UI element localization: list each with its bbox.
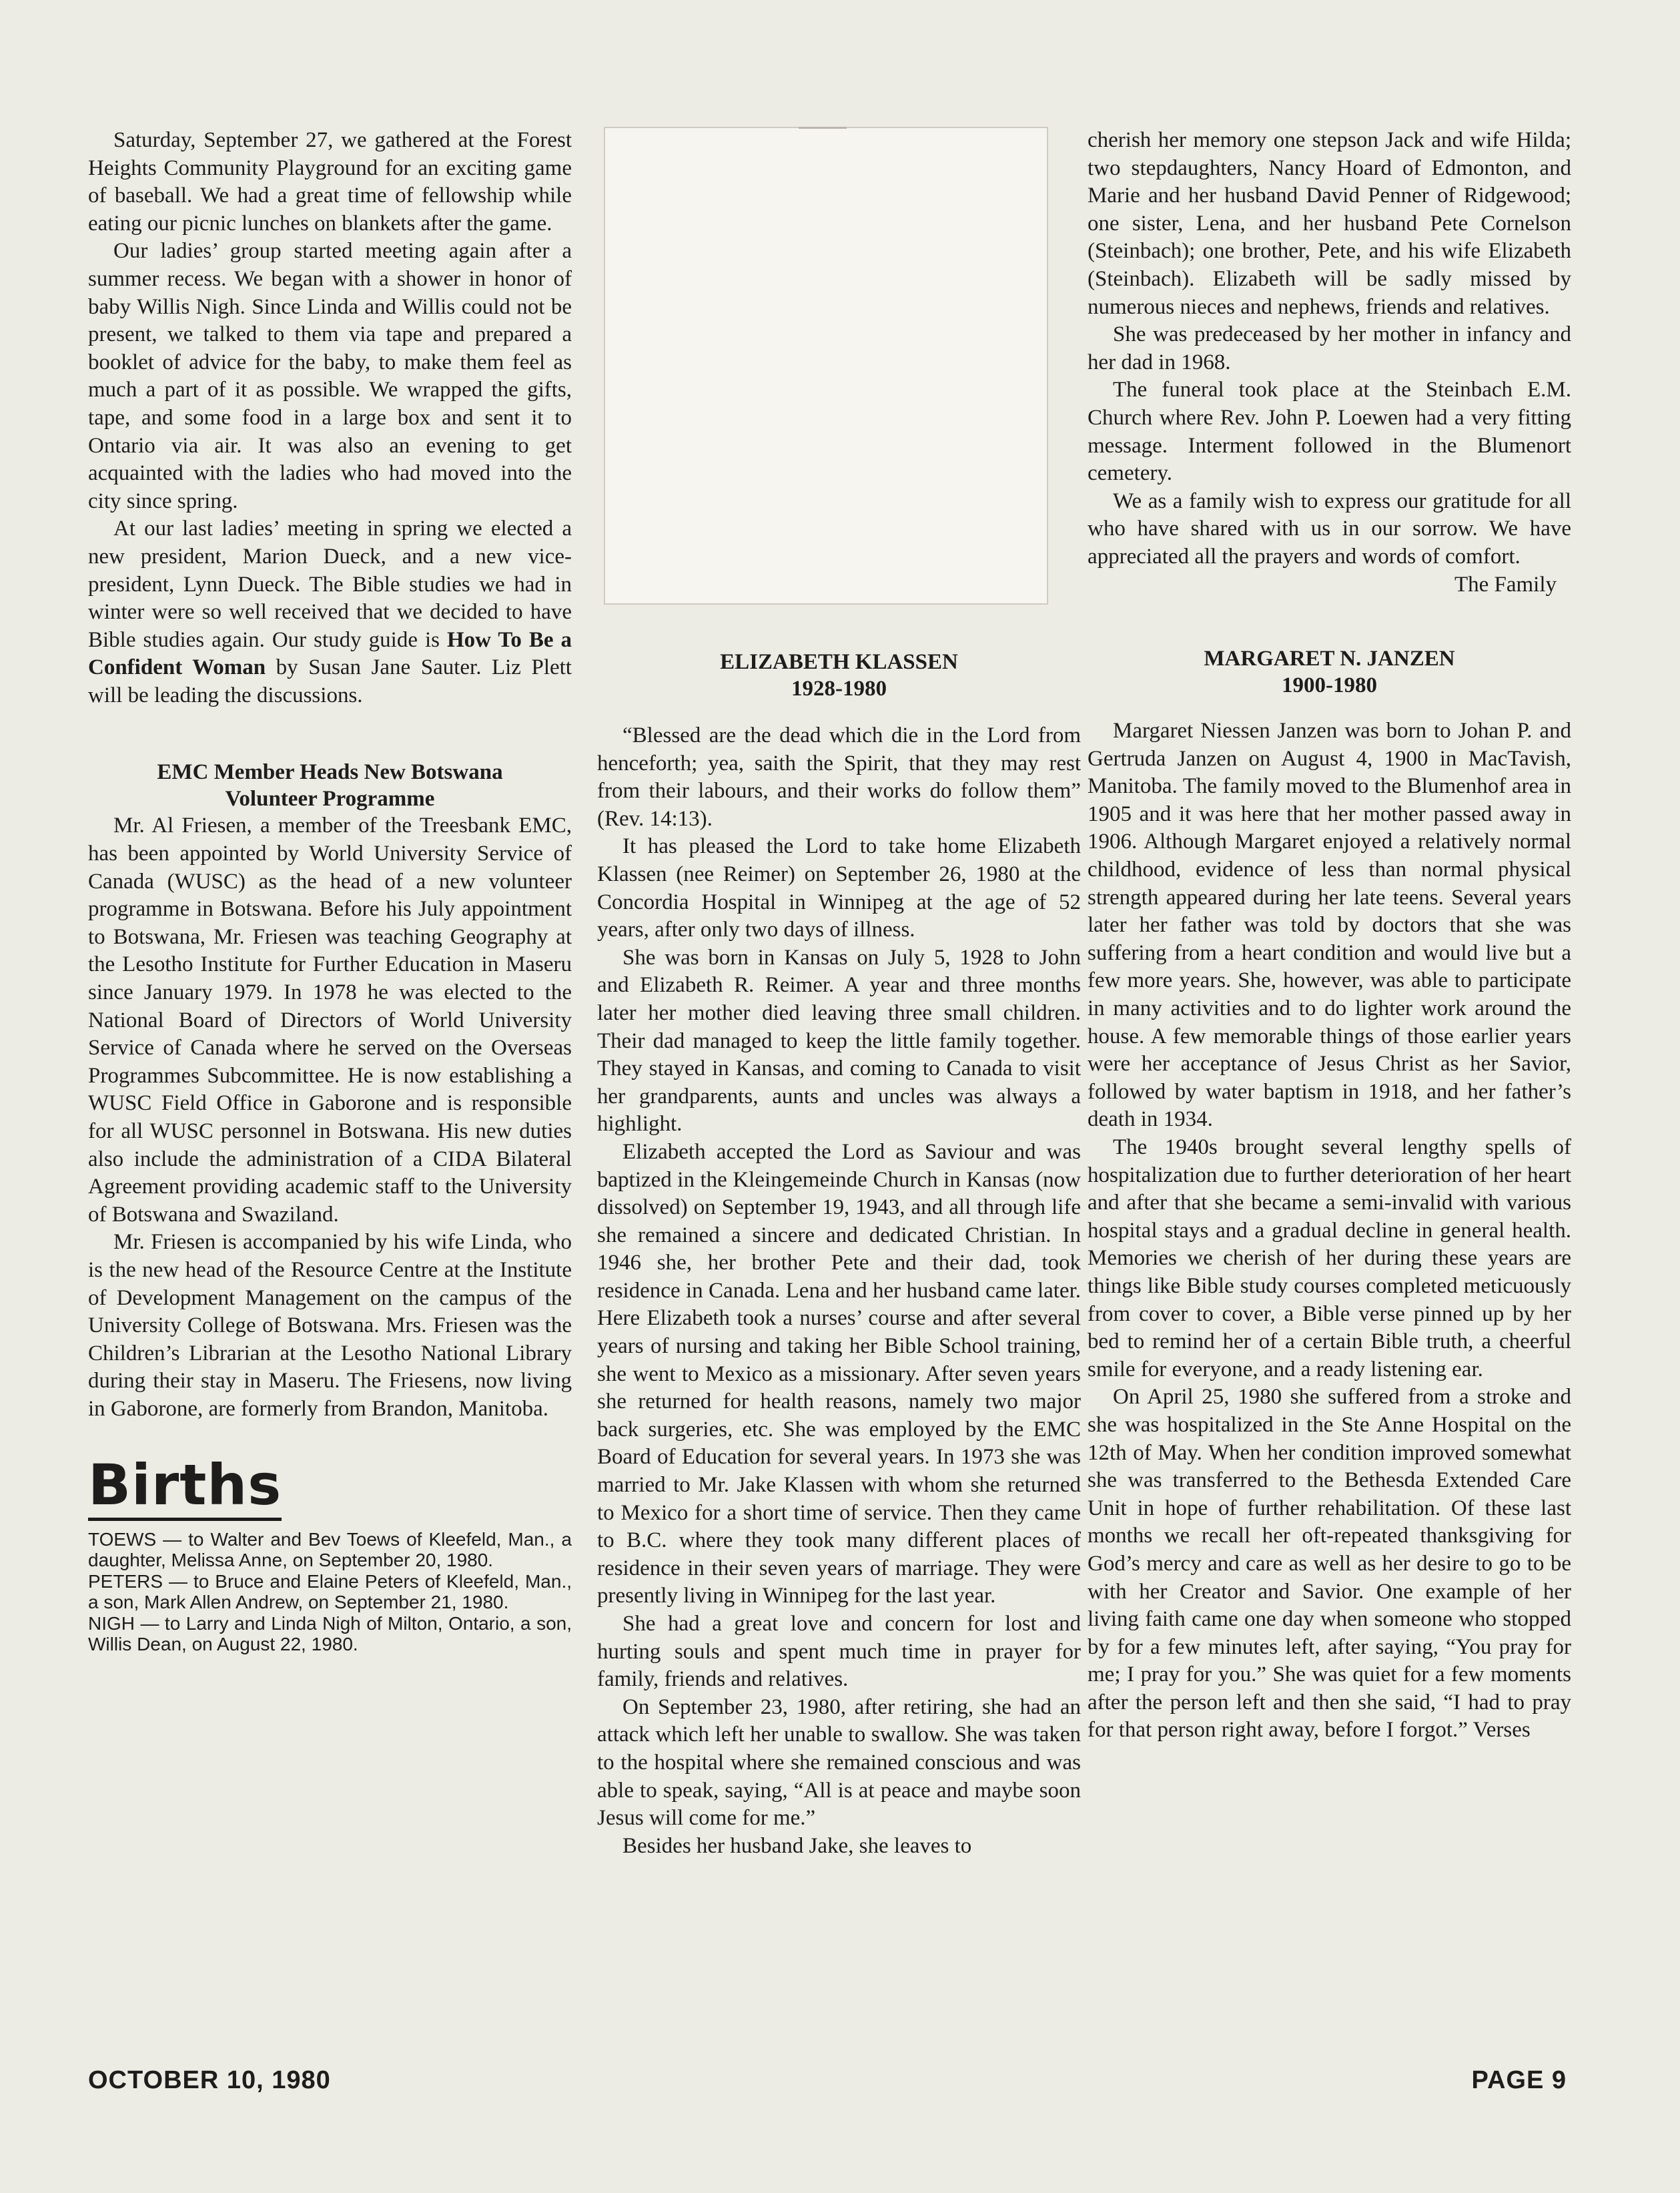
text: by Susan Jane Sauter. Liz Plett will be leading the discussions.: [88, 655, 572, 707]
obituary-elizabeth-klassen: [597, 649, 1081, 1860]
photo-placeholder: [604, 127, 1048, 605]
paragraph: She was born in Kansas on July 5, 1928 to John and Elizabeth R. Reimer. A year and three months later her mother died leaving three small children. Their dad managed to keep the little family together. They stayed in Kansas, and coming to Canada to visit her grandparents, aunts and uncles was always a highlight.: [597, 945, 1081, 1137]
birth-entry: NIGH — to Larry and Linda Nigh of Milton, Ontario, a son, Willis Dean, on August 22, 1980.: [88, 1612, 572, 1655]
photo-mark: [799, 127, 847, 129]
footer-date: OCTOBER 10, 1980: [88, 2066, 331, 2094]
paragraph: She was predeceased by her mother in infancy and her dad in 1968.: [1088, 322, 1571, 374]
obituary-years: 1900-1980: [1282, 673, 1377, 698]
birth-entry: PETERS — to Bruce and Elaine Peters of Kleefeld, Man., a son, Mark Allen Andrew, on September 21, 1980.: [88, 1570, 572, 1613]
paragraph: Our ladies’ group started meeting again after a summer recess. We began with a shower in honor of baby Willis Nigh. Since Linda and Willis could not be present, we talked to them via tape and prepared a booklet of advice for the baby, to make them feel as much a part of it as possible. We wrapped the gifts, tape, and some food in a large box and sent it to Ontario via air. It was also an evening to get acquainted with the ladies who had moved into the city since spring.: [88, 239, 572, 513]
text: At our last ladies’ meeting in spring we elected a new president, Marion Dueck, and a new vice-president, Lynn Dueck. The Bible studies we had in winter were so well received that we decided to have Bible studies again. Our study guide is: [88, 517, 572, 652]
paragraph: The funeral took place at the Steinbach E.M. Church where Rev. John P. Loewen had a very fitting message. Interment followed in the Blumenort cemetery.: [1088, 378, 1571, 486]
paragraph: It has pleased the Lord to take home Elizabeth Klassen (nee Reimer) on September 26, 1980 at the Concordia Hospital in Winnipeg at the age of 52 years, after only two days of illness.: [597, 834, 1081, 942]
obituary-name: MARGARET N. JANZEN: [1204, 647, 1455, 671]
paragraph: Mr. Friesen is accompanied by his wife Linda, who is the new head of the Resource Centre at the Institute of Development Management on the campus of the University College of Botswana. Mrs. Friesen was the Children’s Librarian at the Lesotho National Library during their stay in Maseru. The Friesens, now living in Gaborone, are formerly from Brandon, Manitoba.: [88, 1230, 572, 1421]
article-headline: EMC Member Heads New Botswana Volunteer Programme: [157, 760, 503, 812]
paragraph: cherish her memory one stepson Jack and wife Hilda; two stepdaughters, Nancy Hoard of Edmonton, and Marie and her husband David Penner of Ridgewood; one sister, Lena, and her husband Pete Cornelson (Steinbach); one brother, Pete, and his wife Elizabeth (Steinbach). Elizabeth will be sadly missed by numerous nieces and nephews, friends and relatives.: [1088, 128, 1571, 319]
paragraph: She had a great love and concern for lost and hurting souls and spent much time in prayer for family, friends and relatives.: [597, 1612, 1081, 1692]
paragraph: On September 23, 1980, after retiring, she had an attack which left her unable to swallow. She was taken to the hospital where she remained conscious and was able to speak, saying, “All is at peace and maybe soon Jesus will come for me.”: [597, 1694, 1081, 1831]
column-left: [88, 127, 572, 1655]
paragraph: Elizabeth accepted the Lord as Saviour and was baptized in the Kleingemeinde Church in Kansas (now dissolved) on September 19, 1943, and all through life she remained a sincere and dedicated Christian. In 1946 she, her brother Pete and their dad, took residence in Canada. Lena and her husband came later. Here Elizabeth took a nurses’ course and after several years of nursing and taking her Bible School training, she went to Mexico as a missionary. After seven years she returned for health reasons, namely two major back surgeries, etc. She was employed by the EMC Board of Education for several years. In 1973 she was married to Mr. Jake Klassen with whom she returned to Mexico for a short time of service. Then they came to B.C. where they took many different places of residence in their seven years of marriage. They were presently living in Winnipeg for the last year.: [597, 1139, 1081, 1608]
obituary-continued: [1088, 127, 1571, 599]
column-middle: [597, 127, 1081, 1860]
forest-heights-news: [88, 127, 572, 709]
paragraph: Mr. Al Friesen, a member of the Treesbank EMC, has been appointed by World University Service of Canada (WUSC) as the head of a new volunteer programme in Botswana. Before his July appointment to Botswana, Mr. Friesen was teaching Geography at the Lesotho Institute for Further Education in Maseru since January 1979. In 1978 he was elected to the National Board of Directors of World University Service of Canada where he served on the Overseas Programmes Subcommittee. He is now establishing a WUSC Field Office in Gaborone and is responsible for all WUSC personnel in Botswana. His new duties also include the administration of a CIDA Bilateral Agreement providing academic staff to the University of Botswana and Swaziland.: [88, 814, 572, 1227]
paragraph: The 1940s brought several lengthy spells of hospitalization due to further deterioration of her heart and after that she became a semi-invalid with various hospital stays and a gradual decline in general health. Memories we cherish of her during these years are things like Bible study courses completed meticuously from cover to cover, a Bible verse pinned up by her bed to remind her of a certain Bible truth, a cheerful smile for everyone, and a ready listening ear.: [1088, 1135, 1571, 1381]
births-heading: [88, 1453, 572, 1517]
paragraph: “Blessed are the dead which die in the Lord from henceforth; yea, saith the Spirit, that they may rest from their labours, and their works do follow them” (Rev. 14:13).: [597, 723, 1081, 831]
footer-page-number: PAGE 9: [1471, 2066, 1567, 2094]
signature: The Family: [1454, 572, 1557, 597]
column-right: [1088, 127, 1571, 1745]
paragraph: On April 25, 1980 she suffered from a stroke and she was hospitalized in the Ste Anne Hospital on the 12th of May. When her condition improved somewhat she was transferred to the Bethesda Extended Care Unit in hope of further rehabilitation. Of these last months we recall her oft-repeated thanksgiving for God’s mercy and care as well as her desire to go to be with her Creator and Savior. One example of her living faith came one day when someone who stopped by for a few minutes left, after saying, “You pray for me; I pray for you.” She was quiet for a few moments after the person left and then she said, “I had to pray for that person right away, before I forgot.” Verses: [1088, 1385, 1571, 1743]
paragraph: Saturday, September 27, we gathered at the Forest Heights Community Playground for an exciting game of baseball. We had a great time of fellowship while eating our picnic lunches on blankets after the game.: [88, 128, 572, 236]
obituary-years: 1928-1980: [791, 677, 887, 701]
paragraph-ladies-meeting: [88, 515, 572, 709]
book-title: How To Be a Confident Woman: [88, 627, 572, 680]
obituary-margaret-janzen: [1088, 645, 1571, 1745]
paragraph: We as a family wish to express our gratitude for all who have shared with us in our sorrow. We have appreciated all the prayers and words of comfort.: [1088, 489, 1571, 569]
emc-article: [88, 759, 572, 1423]
paragraph: Besides her husband Jake, she leaves to: [622, 1833, 972, 1858]
birth-entry: TOEWS — to Walter and Bev Toews of Kleefeld, Man., a daughter, Melissa Anne, on September 20, 1980.: [88, 1528, 572, 1571]
paragraph: Margaret Niessen Janzen was born to Johan P. and Gertruda Janzen on August 4, 1900 in MacTavish, Manitoba. The family moved to the Blumenhof area in 1905 and it was here that her mother passed away in 1906. Although Margaret enjoyed a relatively normal childhood, evidence of less than normal physical strength appeared during her late teens. Several years later her father was told by doctors that she was suffering from a heart condition and would live but a few more years. She, however, was able to participate in many activities and to do lighter work around the house. A few memorable things of those earlier years were her acceptance of Jesus Christ as her Savior, followed by water baptism in 1918, and her father’s death in 1934.: [1088, 719, 1571, 1132]
births-section: [88, 1453, 572, 1655]
births-heading-text: Births: [88, 1452, 282, 1521]
obituary-name: ELIZABETH KLASSEN: [720, 650, 958, 674]
